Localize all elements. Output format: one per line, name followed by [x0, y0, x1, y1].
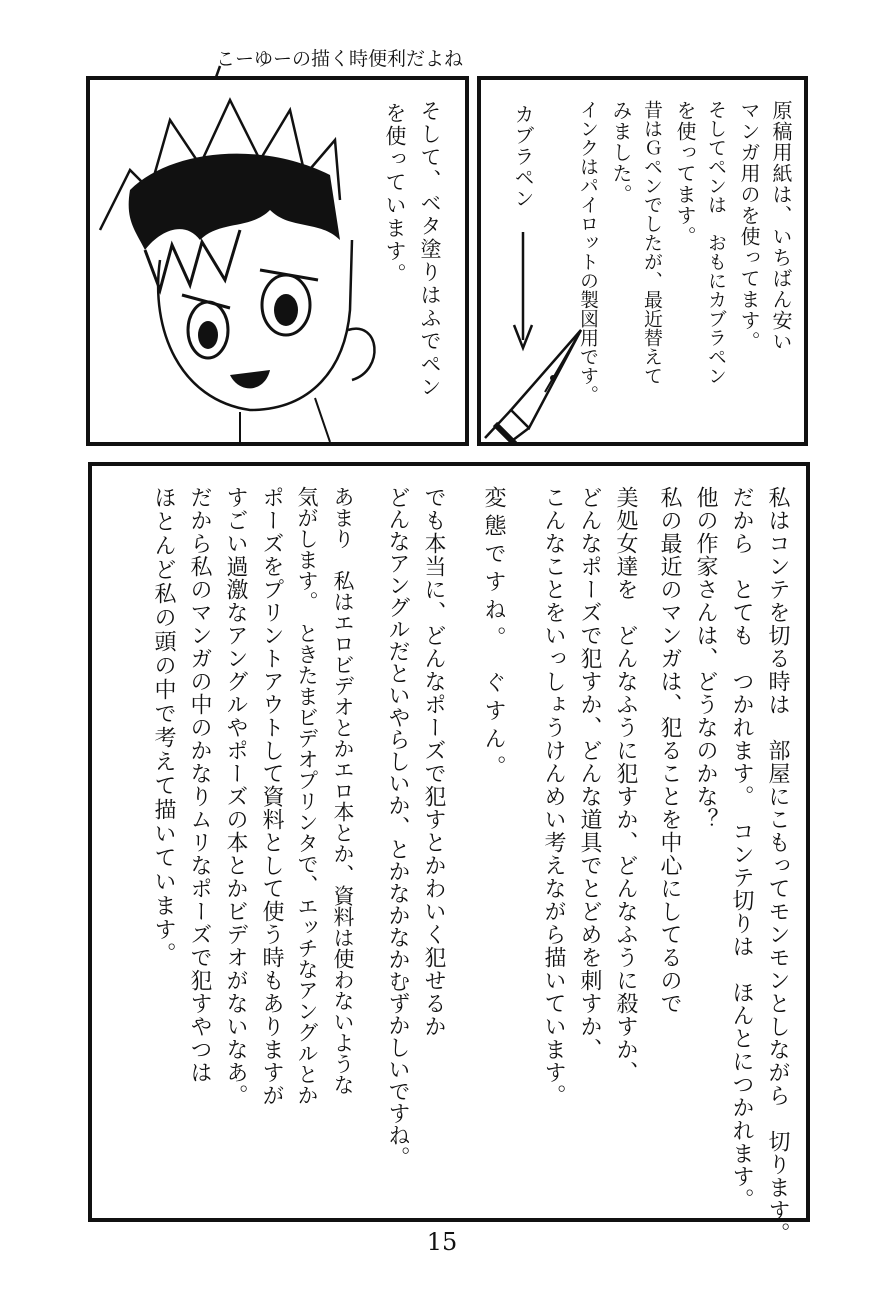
- essay-line-5: 美処女達を どんなふうに犯すか、どんなふうに殺すか、: [613, 486, 638, 1084]
- left-panel-text-col-2: を使っています。: [383, 102, 407, 286]
- top-caption: こーゆーの描く時便利だよね: [216, 48, 464, 70]
- right-panel-text-col-6: みました。: [609, 100, 633, 205]
- essay-line-2: だから とても つかれます。 コンテ切りは ほんとにつかれます。: [729, 486, 754, 1211]
- essay-line-8: 変態ですね。 ぐすん。: [481, 486, 506, 783]
- essay-line-11: あまり 私はエロビデオとかエロ本とか、資料は使わないような: [331, 486, 355, 1095]
- essay-line-10: どんなアングルだといやらしいか、とかなかなかむずかしいですね。: [385, 486, 410, 1168]
- right-panel-text-col-5: 昔はＧペンでしたが、最近替えて: [641, 100, 663, 385]
- illustration-panel: [86, 76, 469, 446]
- pen-label: カブラペン: [511, 104, 535, 209]
- character-illustration: [90, 80, 390, 442]
- essay-line-14: すごい過激なアングルやポーズの本とかビデオがないなあ。: [223, 486, 248, 1107]
- tools-panel: [477, 76, 808, 446]
- essay-line-4: 私の最近のマンガは、犯ることを中心にしてるので: [657, 486, 682, 1015]
- essay-line-6: どんなポーズで犯すか、どんな道具でとどめを刺すか、: [577, 486, 602, 1061]
- right-panel-text-col-2: マンガ用のを使ってます。: [737, 100, 761, 352]
- essay-line-16: ほとんど私の頭の中で考えて描いています。: [151, 486, 176, 966]
- right-panel-text-col-1: 原稿用紙は、いちばん安い: [769, 100, 793, 352]
- essay-line-9: でも本当に、どんなポーズで犯すとかわいく犯せるか: [421, 486, 446, 1038]
- right-panel-text-col-4: を使ってます。: [673, 100, 697, 247]
- essay-line-7: こんなことをいっしょうけんめい考えながら描いています。: [541, 486, 566, 1107]
- essay-line-1: 私はコンテを切る時は 部屋にこもってモンモンとしながら 切ります。: [765, 486, 790, 1245]
- essay-line-15: だから私のマンガの中のかなりムリなポーズで犯すやつは: [187, 486, 212, 1084]
- essay-line-12: 気がします。 ときたまビデオプリンタで、エッチなアングルとか: [295, 486, 319, 1106]
- page-number: 15: [426, 1228, 458, 1256]
- left-panel-text-col-1: そして、ベタ塗りはふでペン: [418, 100, 442, 399]
- right-panel-text-col-3: そしてペンは おもにカブラペン: [705, 100, 727, 385]
- right-panel-text-col-7: インクはパイロットの製図用です。: [577, 100, 599, 404]
- pen-nib-icon: [481, 320, 591, 446]
- essay-line-3: 他の作家さんは、どうなのかな？: [693, 486, 718, 831]
- essay-line-13: ポーズをプリントアウトして資料として使う時もありますが: [259, 486, 284, 1107]
